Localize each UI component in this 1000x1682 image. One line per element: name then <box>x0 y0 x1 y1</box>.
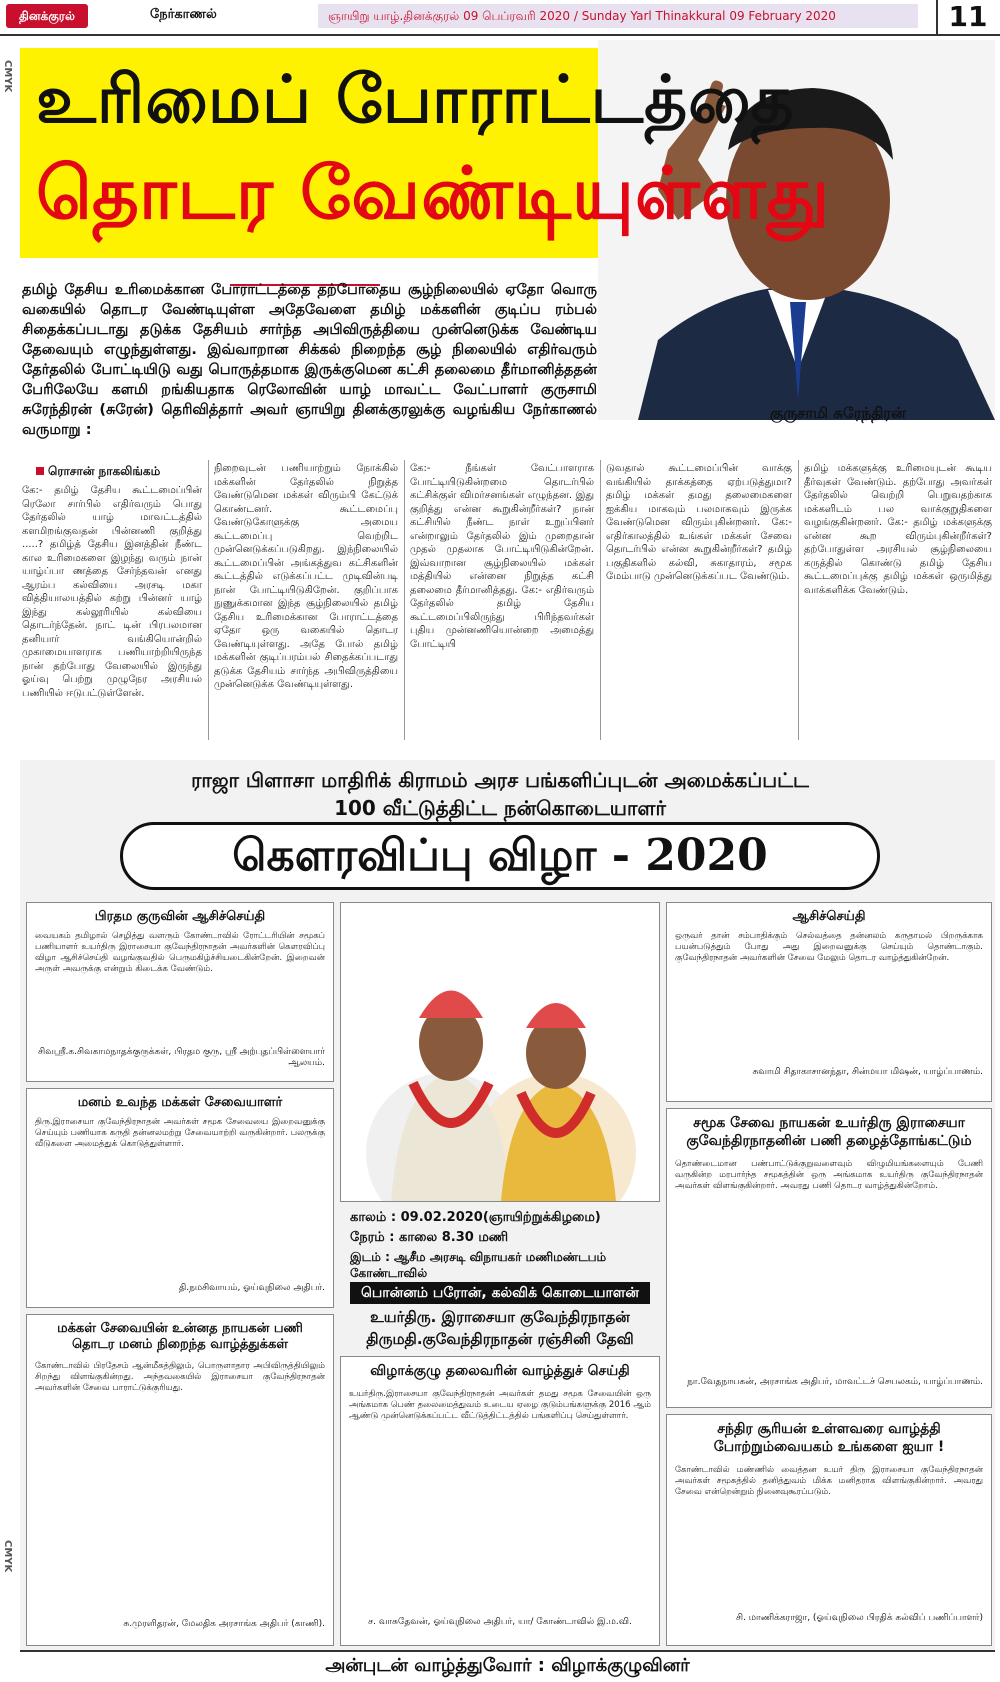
box-title: விழாக்குழு தலைவரின் வாழ்த்துச் செய்தி <box>370 1363 630 1379</box>
box-text: ஒருவர் தான் சம்பாதிக்கும் செல்வத்தை தன்னலம் கருதாமல் பிறருக்காக பயன்படுத்தும் போது அது இறைவனுக்கு செய்யும் தொண்டாகும். குவேந்திரநாதன் அவர்களின் சேவை மேலும் தொடர வாழ்த்துகின்றேன். <box>675 931 983 963</box>
byline-name: ரொசான் நாகலிங்கம் <box>48 464 161 478</box>
honoree-name-1: உயர்திரு. இராசையா குவேந்திரநாதன் <box>370 1308 630 1326</box>
box-text: திரு.இராசையா குவேந்திரநாதன் அவர்கள் சமூக சேவையை இறைவனுக்கு செய்யும் பணியாக கருதி தன்னலமற்று சேவையாற்றி வருகின்றார். பலருக்கு வீடுகளை அமைத்துக் கொடுத்துள்ளார். <box>35 1117 325 1149</box>
byline <box>36 464 160 480</box>
box-signature: சு.முரளிதரன், மேலதிக அரசாங்க அதிபர் (காணி). <box>123 1619 325 1629</box>
honoree-photo <box>340 902 660 1202</box>
event-details <box>350 1210 660 1282</box>
box-signature: தி.நமசிவாயம், ஓய்வுநிலை அதிபர். <box>178 1283 325 1293</box>
event-time: : காலை 8.30 மணி <box>389 1230 509 1245</box>
event-time-label: நேரம் <box>350 1230 385 1245</box>
event-date-label: காலம் <box>350 1210 387 1225</box>
box-text: கோண்டாவில் பிரதேசம் ஆன்மீகத்திலும், பொருளாதார அபிவிருத்தியிலும் சிறந்து விளங்குகின்றது. அந்தவகையில் இராசையா குவேந்திரநாதன் அவர்களின் சேவை பாராட்டுக்குரியது. <box>35 1361 325 1393</box>
article-column-1: கே:- தமிழ் தேசிய கூட்டமைப்பின் ரெலோ சார்பில் எதிர்வரும் பொது தேர்தலில் யாழ் மாவட்டத்தில் களமிறங்குவதன் பின்னணி குறித்து .....? தமிழ்த் தேசிய இனத்தின் நீண்ட கால உரிமைகளை இழந்து வரும் நான் யாழ்ப்பா ணத்தை சேர்ந்தவன் எனது ஆரம்ப கல்வியை அரசடி மகா வித்தியாலயத்தில் கற்று பின்னர் யாழ் இந்து கல்லூரியில் கல்வியை தொடர்ந்தேன். நாட் டின் பிரபலமான தனியார் வங்கியொன்றில் முகாமையாளராக பணியாற்றியிருந்த நான் தற்போது வேலையில் இருந்து ஓய்வு பெற்று முழுநேர அரசியல் பணியில் ஈடுபட்டுள்ளேன். <box>22 485 202 699</box>
message-box-1 <box>26 902 334 1082</box>
newspaper-logo: தினக்குரல் <box>6 4 88 28</box>
message-box-7 <box>666 1414 992 1646</box>
article-column-4: டுவதால் கூட்டமைப்பின் வாக்கு வங்கியில் தாக்கத்தை ஏற்படுத்துமா? தமிழ் மக்கள் தமது தலைமைகளை ஐக்கிய மாகவும் பலமாகவும் இருக்க வேண்டுமென விரும்புகின்றனர். கே:- எதிர்காலத்தில் உங்கள் மக்கள் சேவை தொடர்பில் என்ன கூறுகின்றீர்கள்? தமிழ் பகுதிகளில் கல்வி, சுகாதாரம், சமூக மேம்பாடு முன்னெடுக்கப்பட வேண்டும். <box>606 463 792 582</box>
ad-heading-2: 100 வீட்டுத்திட்ட நன்கொடையாளர் <box>334 796 666 820</box>
photo-caption: குருசாமி சுரேந்திரன் <box>770 404 906 422</box>
box-title: பிரதம குருவின் ஆசிச்செய்தி <box>94 909 266 924</box>
event-place-row <box>350 1250 660 1282</box>
event-time-row <box>350 1230 660 1246</box>
box-title: ஆசிச்செய்தி <box>792 909 866 924</box>
cmyk-mark-top: CMYK <box>2 60 13 93</box>
box-title: மனம் உவந்த மக்கள் சேவையாளர் <box>77 1095 283 1110</box>
column-divider <box>208 460 209 740</box>
article-column-5: தமிழ் மக்களுக்கு உரிமையுடன் கூடிய தீர்வுகள் வேண்டும். தற்போது அவர்கள் தேர்தலில் வெற்றி பெறுவதற்காக மக்களிடம் பல வாக்குறுதிகளை வழங்குகின்றனர். கே:- தமிழ் மக்களுக்கு என்ன கூற விரும்புகின்றீர்கள்? தற்போதுள்ள அரசியல் சூழ்நிலையை கருத்தில் கொண்டு தமிழ் தேசிய கூட்டமைப்புக்கு தமிழ் மக்கள் ஒருமித்து வாக்களிக்க வேண்டும். <box>804 463 992 596</box>
box-text: கோண்டாவில் மண்ணில் வைத்தன உயர் திரு இராசையா குவேந்திரநாதன் அவர்கள் சமூகத்தில் தனித்துவம் மிக்க மனிதராக விளங்குகின்றார். அவரது சேவை என்றென்றும் நினைவுகூரப்படும். <box>675 1465 983 1497</box>
column-divider <box>404 460 405 740</box>
message-box-3 <box>26 1314 334 1646</box>
event-place-label: இடம் <box>350 1250 381 1264</box>
box-signature: சுவாமி சிதாகாசானந்தா, சின்மயா மிஷன், யாழ்ப்பாணம். <box>752 1067 983 1077</box>
column-divider <box>798 460 799 740</box>
box-text: வையகம் தமிழால் செழித்து வளரும் கோண்டாவில் ரோட்டரியின் சமூகப் பணியாளர் உயர்திரு இராசையா குவேந்திரநாதன் அவர்களின் கௌரவிப்பு விழா ஆசிச்செய்தி வழங்குவதில் பெருமகிழ்ச்சியடைகின்றேன். இறைவன் அருள் அவருக்கு என்றும் கிடைக்க வேண்டும். <box>35 931 325 974</box>
page-number: 11 <box>936 0 998 34</box>
box-title: சந்திர சூரியன் உள்ளவரை வாழ்த்தி போற்றும்வையகம் உங்களை ஐயா ! <box>713 1421 945 1455</box>
message-box-2 <box>26 1088 334 1308</box>
column-divider <box>600 460 601 740</box>
message-box-6 <box>666 1108 992 1408</box>
message-box-5 <box>666 902 992 1102</box>
honoree-badge: பொன்னம் பரோன், கல்விக் கொடையாளன் <box>350 1282 650 1304</box>
headline-line-2: தொடர வேண்டியுள்ளது <box>36 150 831 235</box>
message-box-4 <box>340 1356 660 1646</box>
box-signature: நா.வேதநாயகன், அரசாங்க அதிபர், மாவட்டச் செயலகம், யாழ்ப்பாணம். <box>687 1377 983 1387</box>
intro-paragraph: தமிழ் தேசிய உரிமைக்கான போராட்டத்தை தற்போதைய சூழ்நிலையில் ஏதோ வொரு வகையில் தொடர வேண்டியுள்ள அதேவேளை தமிழ் மக்களின் குடிப்ப ரம்பல் சிதைக்கப்படாது தடுக்க தேசியம் சார்ந்த அபிவிருத்தியை முன்னெடுக்க வேண்டிய தேவையும் எழுந்துள்ளது. இவ்வாறான சிக்கல் நிறைந்த சூழ் நிலையில் எதிர்வரும் தேர்தலில் போட்டியிடு வது பொருத்தமாக இருக்குமென கட்சி தலைமை தீர்மானித்ததன் பேரிலேயே களமி றங்கியதாக ரெலோவின் யாழ் மாவட்ட வேட்பாளர் குருசாமி சுரேந்திரன் (சுரேன்) தெரிவித்தார் அவர் ஞாயிறு தினக்குரலுக்கு வழங்கிய நேர்காணல் வருமாறு : <box>22 282 597 438</box>
section-label: நேர்காணல் <box>150 7 217 22</box>
ad-footer: அன்புடன் வாழ்த்துவோர் : விழாக்குழுவினர் <box>20 1650 995 1680</box>
ad-banner: கௌரவிப்பு விழா - 2020 <box>120 822 880 890</box>
box-title: மக்கள் சேவையின் உன்னத நாயகன் பணி தொடர மனம் நிறைந்த வாழ்த்துக்கள் <box>57 1321 303 1352</box>
cmyk-mark-bottom: CMYK <box>2 1540 13 1573</box>
box-signature: சிவஸ்ரீ.க.சிவகாமநாதக்குருக்கள், பிரதம குரு, ஸ்ரீ அற்புதப்பிள்ளையார் ஆலயம். <box>38 1047 325 1068</box>
box-text: உயர்திரு.இராசையா குவேந்திரநாதன் அவர்கள் தமது சமூக சேவையின் ஒரு அங்கமாக பெண் தலைமைத்துவம் உடைய ஏழை குடும்பங்களுக்கு 2016 ஆம் ஆண்டு முன்னெடுக்கப்பட்ட வீட்டுத்திட்டத்தில் பங்களிப்பு செய்துள்ளார். <box>349 1389 651 1421</box>
event-date: : 09.02.2020(ஞாயிற்றுக்கிழமை) <box>390 1210 601 1225</box>
honoree-name-2: திருமதி.குவேந்திரநாதன் ரஞ்சினி தேவி <box>366 1330 634 1348</box>
event-date-row <box>350 1210 660 1226</box>
headline-line-1: உரிமைப் போராட்டத்தை <box>36 60 795 138</box>
box-text: தொண்டைமான பண்பாட்டுக்குறுவளைவும் விழுமியங்களையும் பேணி வருகின்ற மரபார்ந்த சமூகத்தின் ஒரு அங்கமாக உயர்திரு குவேந்திரநாதன் அவர்கள் விளங்குகின்றார். அவரது பணி தொடர வாழ்த்துகின்றோம். <box>675 1159 983 1191</box>
box-signature: ச. வாசுதேவன், ஓய்வுநிலை அதிபர், யா/ கோண்டாவில் இ.ம.வி. <box>368 1617 632 1627</box>
box-title: சமூக சேவை நாயகன் உயர்திரு இராசையா குவேந்திரநாதனின் பணி தழைத்தோங்கட்டும் <box>686 1115 972 1149</box>
bullet-icon <box>36 467 44 475</box>
article-column-3: கே:- நீங்கள் வேட்பாளராக போட்டியிடுகின்றமை தொடர்பில் கட்சிக்குள் விமர்சனங்கள் எழுந்தன. இது குறித்து என்ன கூறுகின்றீர்கள்? நான் கட்சியில் நீண்ட நாள் உறுப்பினர் என்றாலும் தேர்தலில் இம் முறைதான் முதல் முதலாக போட்டியிடுகின்றேன். இவ்வாறான சூழ்நிலையில் மக்கள் மத்தியில் என்னை நிறுத்த கட்சி தலைமை தீர்மானித்தது. கே:- எதிர்வரும் தேர்தலில் தமிழ் தேசிய கூட்டமைப்பிலிருந்து பிரிந்தவர்கள் புதிய முன்னணியொன்றை அமைத்து போட்டியி <box>410 463 594 650</box>
ad-heading-1: ராஜா பிளாசா மாதிரிக் கிராமம் அரச பங்களிப்புடன் அமைக்கப்பட்ட <box>191 768 809 792</box>
article-column-2: நிறைவுடன் பணியாற்றும் நோக்கில் மக்களின் தேர்தலில் நிறுத்த வேண்டுமென மக்கள் விரும்பி கேட்டுக் கொண்டனர். கூட்டமைப்பு வேண்டுகோளுக்கு அமைய கூட்டமைப்பு வெற்றிட முன்னெடுக்கப்படுகிறது. இந்நிலையில் கூட்டமைப்பின் அங்கத்துவ கட்சிகளின் கூட்டத்தில் எடுக்கப்பட்ட முடிவின்படி நான் போட்டியிடுகிறேன். குறிப்பாக நுணுக்கமான இந்த சூழ்நிலையில் தமிழ் தேசிய உரிமைக்கான போராட்டத்தை ஏதோ ஒரு வகையில் தொடர வேண்டியுள்ளது. அதே போல் தமிழ் மக்களின் குடிப்பரம்பல் சிதைக்கப்படாது தடுக்க தேசியம் சார்ந்த அபிவிருத்தியை முன்னெடுக்க வேண்டியுள்ளது. <box>214 463 398 690</box>
event-place: : ஆசீம அரசடி விநாயகர் மணிமண்டபம் கோண்டாவில் <box>350 1250 607 1280</box>
dateline: ஞாயிறு யாழ்.தினக்குரல் 09 பெப்ரவரி 2020 / Sunday Yarl Thinakkural 09 February 2020 <box>318 4 918 28</box>
box-signature: சி. மாணிக்கராஜா, (ஓய்வுநிலை பிரதிக் கல்விப் பணிப்பாளர்) <box>736 1613 983 1623</box>
